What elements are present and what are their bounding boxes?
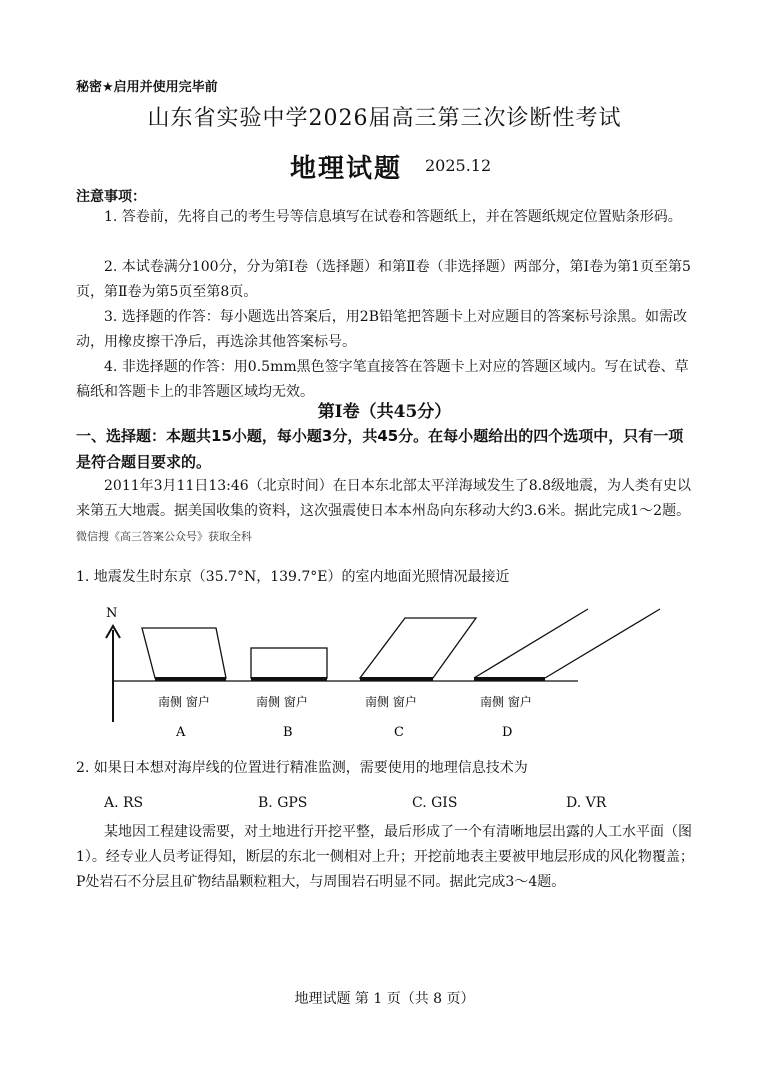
- question-1: 1. 地震发生时东京（35.7°N，139.7°E）的室内地面光照情况最接近: [76, 569, 510, 585]
- option-letter-b: B: [283, 725, 293, 740]
- notice-title: 注意事项：: [76, 189, 146, 205]
- question-2: 2. 如果日本想对海岸线的位置进行精准监测，需要使用的地理信息技术为: [76, 760, 528, 776]
- q2-option-a: A. RS: [104, 795, 144, 811]
- option-letter-d: D: [502, 725, 513, 740]
- window-label-b: 南侧 窗户: [256, 695, 308, 709]
- notice-item-2: 2. 本试卷满分100分，分为第Ⅰ卷（选择题）和第Ⅱ卷（非选择题）两部分，第Ⅰ卷为第1页至第5页，第Ⅱ卷为第5页至第8页。: [76, 259, 691, 300]
- notice-item-1: 1. 答卷前，先将自己的考生号等信息填写在试卷和答题纸上，并在答题纸规定位置贴条形码。: [104, 209, 682, 225]
- page-footer: 地理试题 第 1 页（共 8 页）: [294, 991, 475, 1007]
- notice-item-3: 3. 选择题的作答：每小题选出答案后，用2B铅笔把答题卡上对应题目的答案标号涂黑。如需改动，用橡皮擦干净后，再选涂其他答案标号。: [76, 309, 688, 350]
- section-1-heading: 一、选择题：本题共15小题，每小题3分，共45分。在每小题给出的四个选项中，只有一项是符合题目要求的。: [76, 427, 684, 471]
- volume-1-heading: 第Ⅰ卷（共45分）: [317, 402, 452, 422]
- option-letter-a: A: [176, 725, 186, 740]
- window-label-c: 南侧 窗户: [365, 695, 417, 709]
- passage-1: [76, 474, 696, 549]
- q2-option-d: D. VR: [566, 795, 607, 811]
- north-label: N: [106, 606, 118, 621]
- light-patch-a: [142, 628, 226, 678]
- light-patch-b: [251, 648, 327, 678]
- passage-1-note: 微信搜《高三答案公众号》获取全科: [76, 530, 252, 543]
- window-label-a: 南侧 窗户: [158, 695, 210, 709]
- window-label-d: 南侧 窗户: [480, 695, 532, 709]
- confidential-mark: 秘密★启用并使用完毕前: [76, 80, 218, 95]
- light-edge-d-left: [474, 609, 588, 678]
- q2-option-b: B. GPS: [258, 795, 308, 811]
- option-letter-c: C: [394, 725, 404, 740]
- exam-title: 山东省实验中学2026届高三第三次诊断性考试: [147, 106, 622, 131]
- exam-date: 2025.12: [425, 156, 492, 175]
- passage-1-text: 2011年3月11日13:46（北京时间）在日本东北部太平洋海域发生了8.8级地震，为人类有史以来第五大地震。据美国收集的资料，这次强震使日本本州岛向东移动大约3.6米。据此完成1～2题。: [76, 478, 691, 519]
- passage-2: 某地因工程建设需要，对土地进行开挖平整，最后形成了一个有清晰地层出露的人工水平面（图1）。经专业人员考证得知，断层的东北一侧相对上升；开挖前地表主要被甲地层形成的风化物覆盖；P处岩石不分层且矿物结晶颗粒粗大，与周围岩石明显不同。据此完成3～4题。: [76, 824, 694, 890]
- subject-title: 地理试题: [290, 154, 403, 184]
- light-patch-c: [360, 618, 476, 678]
- q2-option-c: C. GIS: [412, 795, 458, 811]
- notice-item-4: 4. 非选择题的作答：用0.5mm黑色签字笔直接答在答题卡上对应的答题区域内。写在试卷、草稿纸和答题卡上的非答题区域均无效。: [76, 359, 689, 400]
- light-edge-d-right: [545, 609, 660, 678]
- sunlight-figure: [0, 596, 769, 756]
